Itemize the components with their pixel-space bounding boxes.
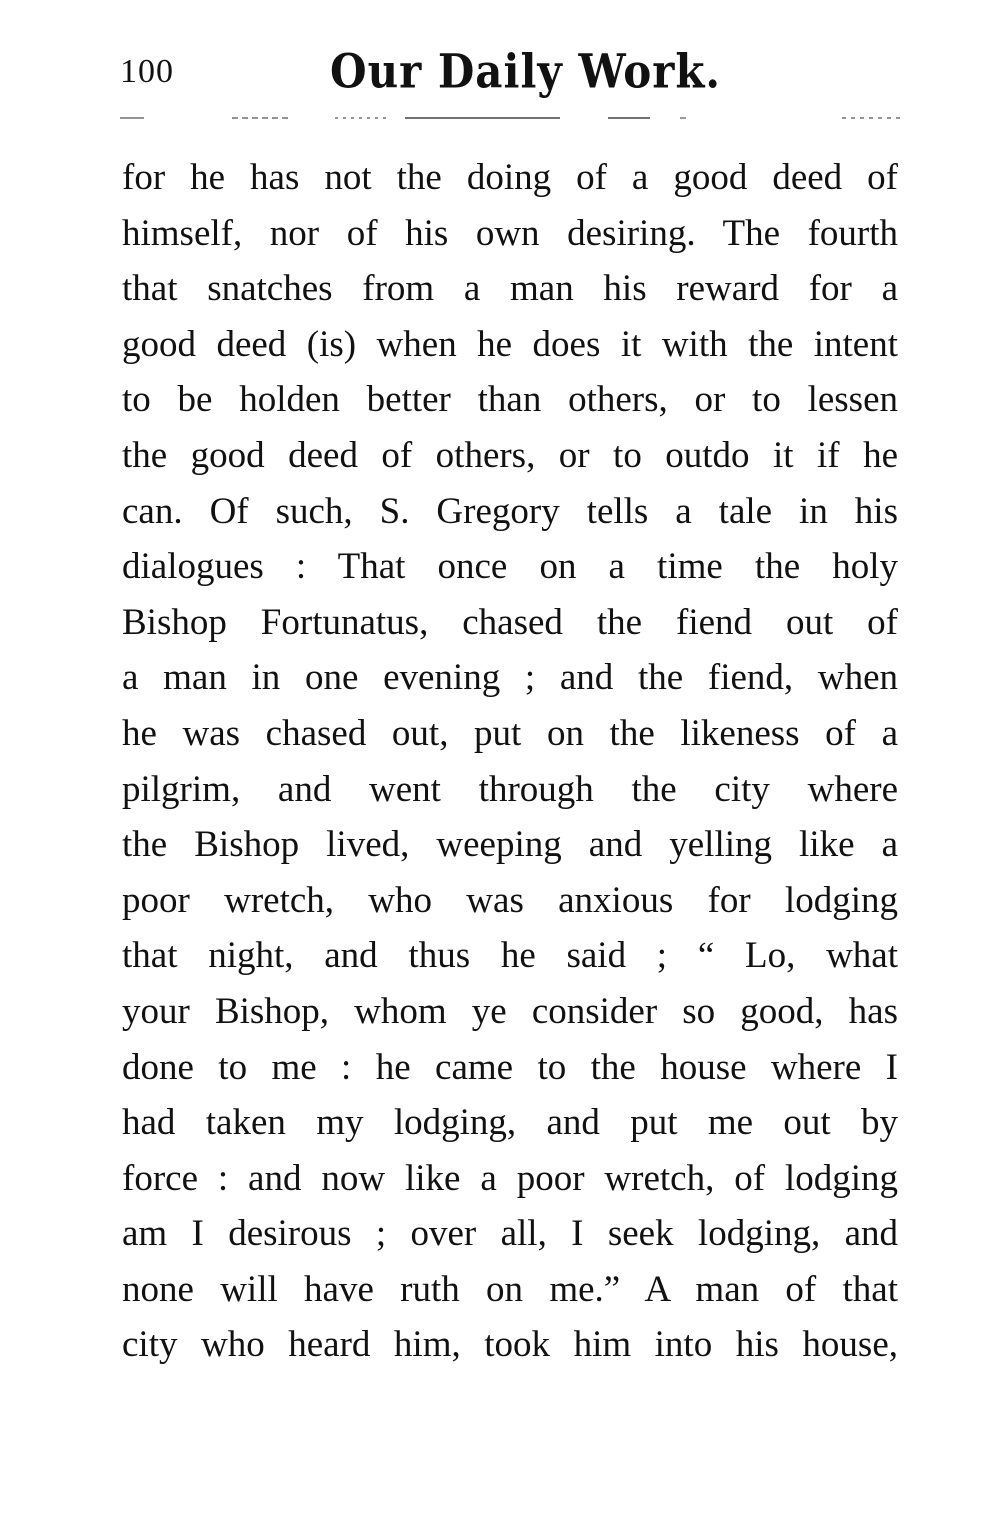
text-line: himself, nor of his own desiring. The fourth	[122, 212, 898, 254]
text-line: the good deed of others, or to outdo it if he	[122, 434, 898, 476]
text-line: for he has not the doing of a good deed of	[122, 157, 898, 198]
text-line: Bishop Fortunatus, chased the fiend out of	[122, 601, 898, 643]
text-line: had taken my lodging, and put me out by	[122, 1102, 898, 1144]
text-line: pilgrim, and went through the city where	[122, 768, 898, 810]
running-title: Our Daily Work.	[330, 44, 722, 99]
text-line: done to me : he came to the house where I	[122, 1046, 898, 1088]
header-rule	[120, 116, 900, 120]
text-line: he was chased out, put on the likeness of a	[122, 712, 898, 754]
body-text	[122, 150, 898, 1373]
text-line: poor wretch, who was anxious for lodging	[122, 879, 898, 921]
text-line: the Bishop lived, weeping and yelling like a	[122, 824, 898, 866]
text-line: good deed (is) when he does it with the intent	[122, 323, 898, 365]
text-line: your Bishop, whom ye consider so good, has	[122, 990, 898, 1032]
text-line: am I desirous ; over all, I seek lodging, and	[122, 1213, 898, 1255]
header-rule-graphic	[120, 116, 900, 120]
text-line: can. Of such, S. Gregory tells a tale in his	[122, 490, 898, 532]
text-line: dialogues : That once on a time the holy	[122, 546, 898, 588]
text-line: to be holden better than others, or to lessen	[122, 379, 898, 421]
text-line: a man in one evening ; and the fiend, when	[122, 657, 898, 699]
text-line: city who heard him, took him into his house,	[122, 1324, 898, 1366]
page-number: 100	[120, 53, 174, 90]
text-line: force : and now like a poor wretch, of lodging	[122, 1157, 898, 1199]
text-line: that night, and thus he said ; “ Lo, what	[122, 935, 898, 977]
text-line: none will have ruth on me.” A man of that	[122, 1268, 898, 1310]
text-line: that snatches from a man his reward for a	[122, 268, 898, 310]
